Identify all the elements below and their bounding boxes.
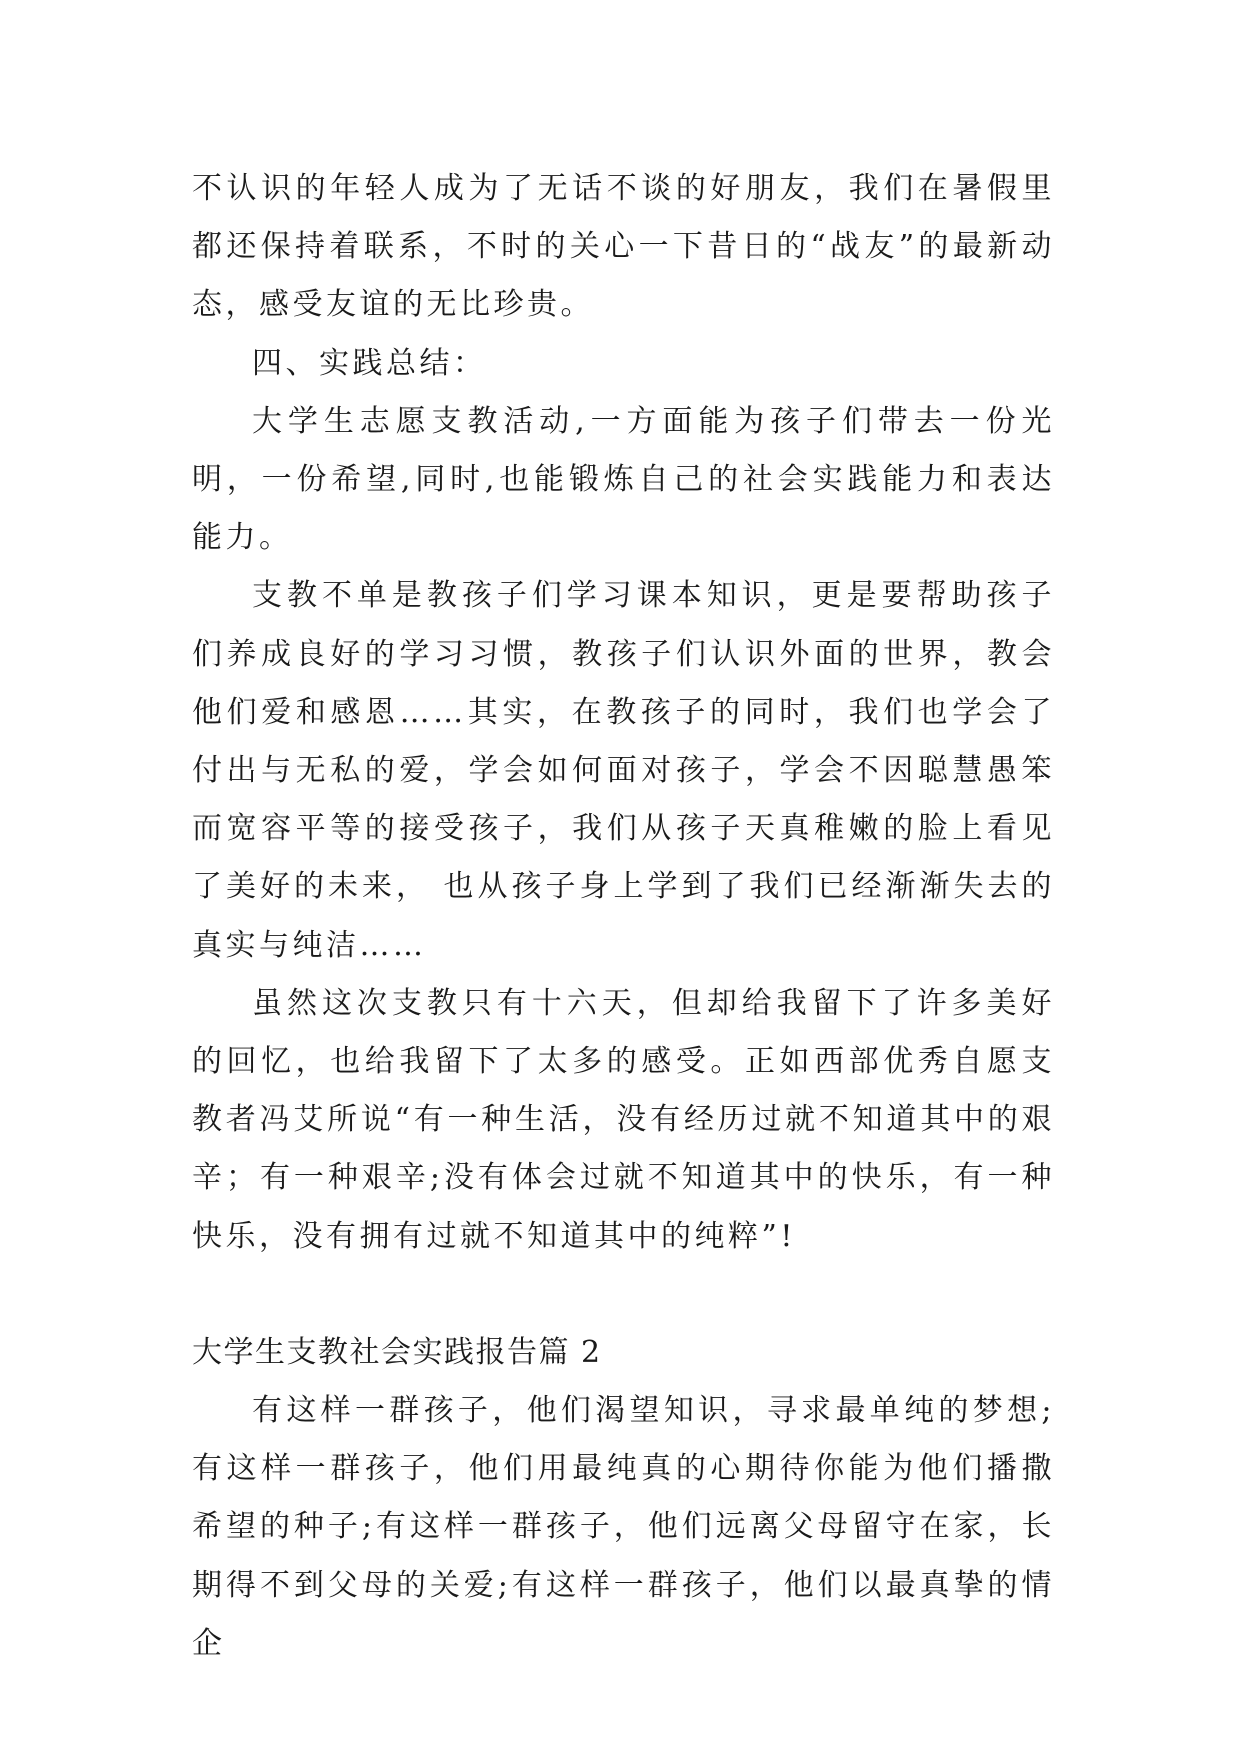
paragraph: 支教不单是教孩子们学习课本知识，更是要帮助孩子们养成良好的学习习惯，教孩子们认识外面的世界，教会他们爱和感恩……其实，在教孩子的同时，我们也学会了付出与无私的爱，学会如何面对孩子，学会不因聪慧愚笨而宽容平等的接受孩子，我们从孩子天真稚嫩的脸上看见了美好的未来， 也从孩子身上学到了我们已经渐渐失去的真实与纯洁……	[192, 578, 1055, 963]
paragraph-continuation: 不认识的年轻人成为了无话不谈的好朋友，我们在暑假里都还保持着联系，不时的关心一下昔日的“战友”的最新动态，感受友谊的无比珍贵。	[192, 171, 1055, 323]
document-body	[192, 160, 1055, 1673]
section-heading: 大学生支教社会实践报告篇 2	[192, 1334, 602, 1370]
paragraph: 有这样一群孩子，他们渴望知识，寻求最单纯的梦想;有这样一群孩子，他们用最纯真的心期待你能为他们播撒希望的种子;有这样一群孩子，他们远离父母留守在家，长期得不到父母的关爱;有这样一群孩子，他们以最真挚的情企	[192, 1393, 1055, 1661]
paragraph: 大学生志愿支教活动,一方面能为孩子们带去一份光明，一份希望,同时,也能锻炼自己的社会实践能力和表达能力。	[192, 403, 1055, 556]
paragraph: 虽然这次支教只有十六天，但却给我留下了许多美好的回忆，也给我留下了太多的感受。正如西部优秀自愿支教者冯艾所说“有一种生活，没有经历过就不知道其中的艰辛；有一种艰辛;没有体会过就不知道其中的快乐，有一种快乐，没有拥有过就不知道其中的纯粹”!	[192, 985, 1055, 1254]
section-subheading-practice-summary: 四、实践总结：	[252, 345, 487, 381]
